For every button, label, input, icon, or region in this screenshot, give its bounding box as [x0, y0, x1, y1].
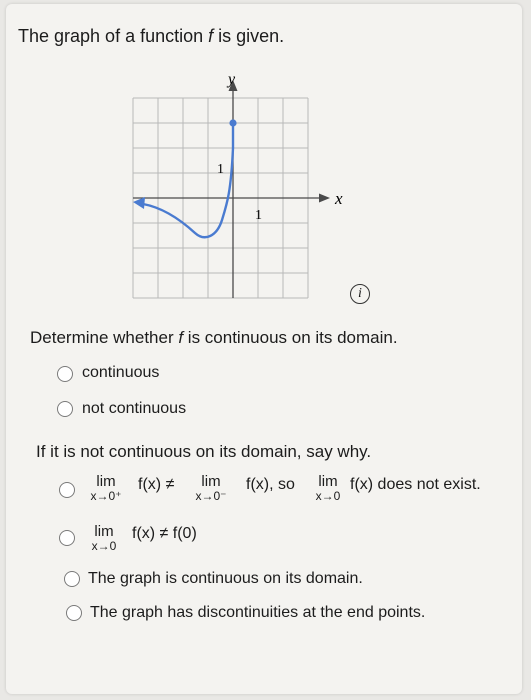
y-axis-label: y	[228, 71, 236, 88]
lim-word: lim	[94, 523, 114, 540]
opt1-so-text: f(x), so	[246, 476, 295, 493]
part1-prompt-suffix: is continuous on its domain.	[183, 328, 398, 347]
limit-right	[82, 474, 130, 503]
curve-left-arrow	[133, 197, 145, 209]
x-axis-arrow	[319, 194, 330, 203]
radio-endpoint-discontinuities[interactable]	[66, 605, 82, 621]
lim-word: lim	[201, 473, 221, 490]
title-suffix: is given.	[213, 26, 285, 46]
limit-left	[186, 474, 236, 503]
option-continuous-label: continuous	[82, 364, 160, 381]
x-tick-label: 1	[255, 208, 262, 223]
radio-limit-not-equal-value[interactable]	[59, 530, 75, 546]
radio-continuous[interactable]	[57, 366, 73, 382]
radio-one-sided-limits[interactable]	[59, 482, 75, 498]
limit-two-sided	[308, 474, 348, 503]
y-tick-label: 1	[217, 162, 224, 177]
lim-sub-two-sided: x→0	[315, 489, 341, 503]
lim-sub-opt2: x→0	[91, 539, 117, 553]
option-graph-continuous-label: The graph is continuous on its domain.	[88, 570, 363, 587]
opt1-neq: ≠	[165, 476, 175, 493]
lim-sub-left: x→0⁻	[195, 489, 227, 503]
x-axis-label: x	[335, 189, 343, 208]
radio-graph-continuous[interactable]	[64, 571, 80, 587]
opt1-tail-text: f(x) does not exist.	[350, 476, 481, 493]
info-icon[interactable]: i	[350, 284, 370, 304]
part1-prompt-prefix: Determine whether	[30, 328, 179, 347]
lim-word: lim	[318, 473, 338, 490]
limit-opt2	[84, 524, 124, 553]
lim-word: lim	[96, 473, 116, 490]
function-graph	[125, 70, 355, 305]
option-not-continuous-label: not continuous	[82, 400, 187, 417]
closed-dot	[229, 119, 236, 126]
opt1-fx	[138, 476, 174, 494]
part1-prompt-var: f	[178, 328, 184, 347]
title-prefix: The graph of a function	[18, 26, 209, 46]
title-var: f	[208, 26, 214, 46]
lim-sub-right: x→0⁺	[90, 489, 122, 503]
part1-prompt	[30, 328, 398, 348]
part2-prompt: If it is not continuous on its domain, say why.	[36, 442, 372, 461]
radio-not-continuous[interactable]	[57, 401, 73, 417]
question-title	[18, 26, 284, 47]
option-endpoint-discontinuities-label: The graph has discontinuities at the end points.	[90, 604, 426, 621]
opt2-expr: f(x) ≠ f(0)	[132, 525, 197, 542]
opt1-fx-text: f(x)	[138, 476, 162, 493]
